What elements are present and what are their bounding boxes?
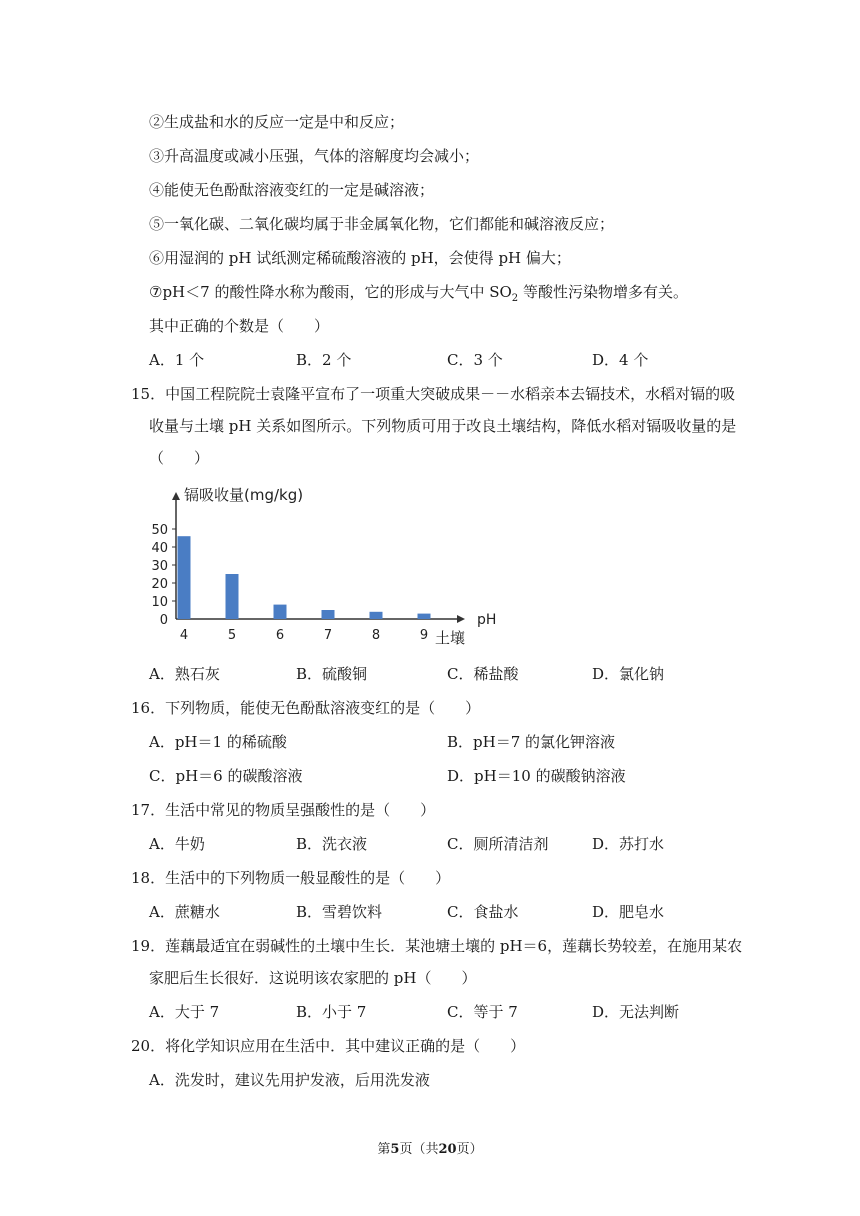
y-tick-label: 20 — [151, 577, 168, 592]
q18-option-a: A．蔗糖水 — [149, 903, 220, 921]
bar — [178, 536, 191, 619]
x-tick-label: 9 — [419, 628, 429, 643]
q17-option-c: C．厕所清洁剂 — [447, 835, 549, 853]
q14-option-a: A．1 个 — [149, 351, 205, 369]
footer-post: 页） — [456, 1142, 483, 1157]
statement-4: ④能使无色酚酞溶液变红的一定是碱溶液； — [149, 181, 435, 199]
x-axis-title: pH — [477, 612, 497, 628]
statement-7 — [149, 282, 688, 302]
q14-prompt: 其中正确的个数是（ ） — [149, 317, 330, 335]
q14-option-b: B．2 个 — [296, 351, 352, 369]
q19-option-a: A．大于 7 — [149, 1003, 220, 1021]
y-tick-label: 50 — [151, 523, 168, 538]
q14-option-c: C．3 个 — [447, 351, 503, 369]
x-tick-label: 6 — [275, 628, 285, 643]
x-tick-label: 7 — [323, 628, 333, 643]
bar — [226, 574, 239, 619]
q16-option-b: B．pH＝7 的氯化钾溶液 — [447, 733, 616, 751]
q15-line2: 收量与土壤 pH 关系如图所示。下列物质可用于改良土壤结构，降低水稻对镉吸收量的是 — [149, 417, 737, 435]
q18-option-d: D．肥皂水 — [592, 903, 665, 921]
q19-line2: 家肥后生长很好．这说明该农家肥的 pH（ ） — [149, 969, 477, 987]
q18-prompt: 18．生活中的下列物质一般显酸性的是（ ） — [131, 869, 451, 887]
y-tick-label: 10 — [151, 595, 168, 610]
footer-total-pages: 20 — [438, 1142, 457, 1157]
q19-option-b: B．小于 7 — [296, 1003, 367, 1021]
y-axis-arrow — [172, 492, 180, 500]
footer-pre: 第 — [377, 1142, 391, 1157]
chart-labels — [151, 486, 496, 647]
statement-3: ③升高温度或减小压强，气体的溶解度均会减小； — [149, 147, 480, 165]
q16-option-c: C．pH＝6 的碳酸溶液 — [149, 767, 303, 785]
footer-mid: 页（共 — [399, 1142, 439, 1157]
y-axis-title: 镉吸收量(mg/kg) — [184, 486, 304, 504]
q16-option-d: D．pH＝10 的碳酸钠溶液 — [447, 767, 626, 785]
q15-line3: （ ） — [149, 449, 210, 467]
q15-option-d: D．氯化钠 — [592, 665, 665, 683]
q16-option-a: A．pH＝1 的稀硫酸 — [149, 733, 287, 751]
q17-option-b: B．洗衣液 — [296, 835, 368, 853]
cadmium-bar-chart — [140, 480, 520, 650]
bar — [370, 612, 383, 619]
q19-option-d: D．无法判断 — [592, 1003, 680, 1021]
q19-option-c: C．等于 7 — [447, 1003, 518, 1021]
q17-option-d: D．苏打水 — [592, 835, 665, 853]
q19-line1: 19．莲藕最适宜在弱碱性的土壤中生长．某池塘土壤的 pH＝6，莲藕长势较差，在施用某农 — [131, 937, 743, 955]
statement-7-subscript: 2 — [511, 293, 519, 304]
q16-prompt: 16．下列物质，能使无色酚酞溶液变红的是（ ） — [131, 699, 481, 717]
q15-line1: 15．中国工程院院士袁隆平宣布了一项重大突破成果－－水稻亲本去镉技术，水稻对镉的吸 — [131, 385, 736, 403]
footer-page-number: 5 — [390, 1142, 400, 1157]
q17-option-a: A．牛奶 — [149, 835, 205, 853]
chart-bars — [178, 536, 431, 619]
statement-2: ②生成盐和水的反应一定是中和反应； — [149, 113, 405, 131]
x-tick-label: 4 — [179, 628, 189, 643]
x-tick-label: 5 — [227, 628, 237, 643]
bar — [322, 610, 335, 619]
q20-option-a: A．洗发时，建议先用护发液，后用洗发液 — [149, 1071, 430, 1089]
q15-option-c: C．稀盐酸 — [447, 665, 519, 683]
q20-prompt: 20．将化学知识应用在生活中．其中建议正确的是（ ） — [131, 1037, 526, 1055]
q15-option-a: A．熟石灰 — [149, 665, 220, 683]
q15-option-b: B．硫酸铜 — [296, 665, 368, 683]
q18-option-b: B．雪碧饮料 — [296, 903, 383, 921]
statement-7-part1: ⑦pH＜7 的酸性降水称为酸雨，它的形成与大气中 SO — [149, 283, 512, 301]
y-tick-label: 30 — [151, 559, 168, 574]
x-tick-label: 8 — [371, 628, 381, 643]
q14-option-d: D．4 个 — [592, 351, 649, 369]
statement-5: ⑤一氧化碳、二氧化碳均属于非金属氧化物，它们都能和碱溶液反应； — [149, 215, 615, 233]
x-axis-arrow — [457, 615, 465, 623]
statement-6: ⑥用湿润的 pH 试纸测定稀硫酸溶液的 pH，会使得 pH 偏大； — [149, 249, 571, 267]
q18-option-c: C．食盐水 — [447, 903, 519, 921]
y-tick-label: 40 — [151, 541, 168, 556]
page-footer — [0, 1138, 860, 1157]
q17-prompt: 17．生活中常见的物质呈强酸性的是（ ） — [131, 801, 436, 819]
bar — [418, 614, 431, 619]
x-axis-subtitle: 土壤 — [435, 629, 466, 647]
statement-7-part2: 等酸性污染物增多有关。 — [518, 283, 688, 301]
chart-axes — [172, 492, 465, 623]
bar — [274, 605, 287, 619]
y-tick-label: 0 — [159, 613, 168, 628]
